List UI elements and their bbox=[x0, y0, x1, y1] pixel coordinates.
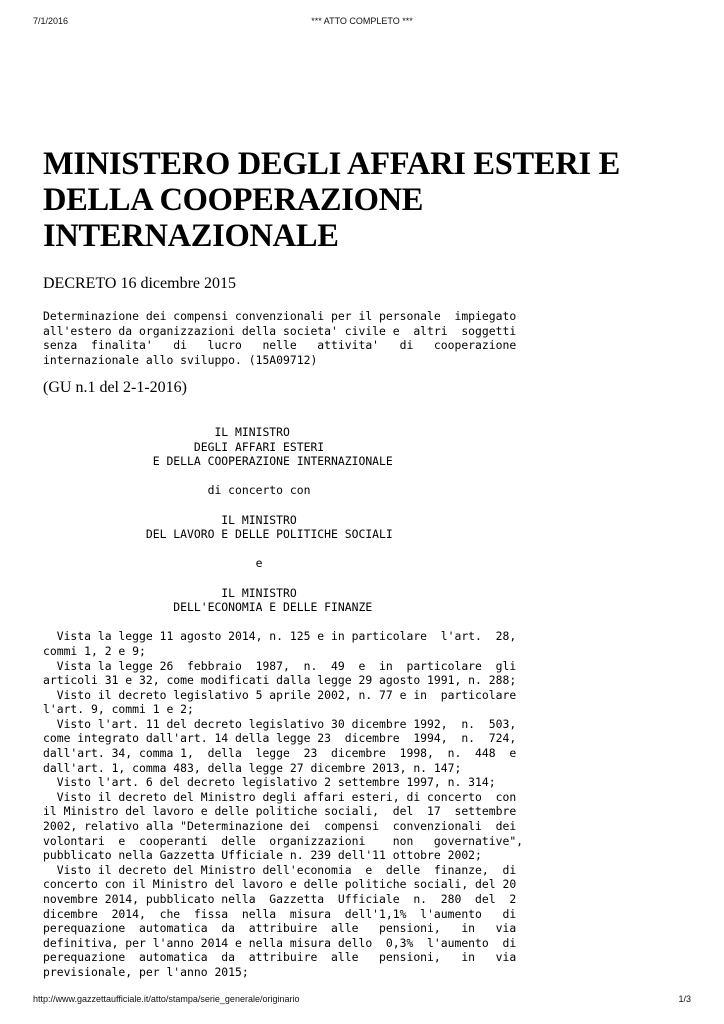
print-header-title: *** ATTO COMPLETO *** bbox=[311, 16, 413, 26]
ministry-title-line: DELLA COOPERAZIONE bbox=[43, 182, 424, 218]
ministry-title-line: INTERNAZIONALE bbox=[43, 218, 339, 254]
decree-body-text: IL MINISTRO DEGLI AFFARI ESTERI E DELLA COOPERAZIONE INTERNAZIONALE di concerto con IL MINISTRO DEL LAVORO E DELLE POLITICHE SOCIALI e IL MINISTRO DELL'ECONOMIA E DELLE FINANZE Vista la legge 11 agosto 2014, n. 125 e in particolare l'art. 28, commi 1, 2 e 9; Vista la legge 26 febbraio 1987, n. 49 e in particolare gli articoli 31 e 32, come modificati dalla legge 29 agosto 1991, n. 288; Visto il decreto legislativo 5 aprile 2002, n. 77 e in particolare l'art. 9, commi 1 e 2; Visto l'art. 11 del decreto legislativo 30 dicembre 1992, n. 503, come integrato dall'art. 14 della legge 23 dicembre 1994, n. 724, dall'art. 34, comma 1, della legge 23 dicembre 1998, n. 448 e dall'art. 1, comma 483, della legge 27 dicembre 2013, n. 147; Visto l'art. 6 del decreto legislativo 2 settembre 1997, n. 314; Visto il decreto del Ministro degli affari esteri, di concerto con il Ministro del lavoro e delle politiche sociali, del 17 settembre 2002, relativo alla "Determinazione dei compensi convenzionali dei volontari e cooperanti delle organizzazioni non governative", pubblicato nella Gazzetta Ufficiale n. 239 dell'11 ottobre 2002; Visto il decreto del Ministro dell'economia e delle finanze, di concerto con il Ministro del lavoro e delle politiche sociali, del 20 novembre 2014, pubblicato nella Gazzetta Ufficiale n. 280 del 2 dicembre 2014, che fissa nella misura dell'1,1% l'aumento di perequazione automatica da attribuire alle pensioni, in via definitiva, per l'anno 2014 e nella misura dello 0,3% l'aumento di perequazione automatica da attribuire alle pensioni, in via previsionale, per l'anno 2015; bbox=[43, 425, 524, 979]
decree-date: DECRETO 16 dicembre 2015 bbox=[43, 275, 237, 292]
ministry-title-line: MINISTERO DEGLI AFFARI ESTERI E bbox=[43, 146, 621, 182]
gazette-reference: (GU n.1 del 2-1-2016) bbox=[43, 379, 187, 396]
page-number: 1/3 bbox=[678, 994, 691, 1004]
source-url: http://www.gazzettaufficiale.it/atto/stampa/serie_generale/originario bbox=[33, 994, 300, 1004]
ministry-title bbox=[43, 146, 683, 254]
decree-summary: Determinazione dei compensi convenzionali per il personale impiegato all'estero da organizzazioni della societa' civile e altri soggetti senza finalita' di lucro nelle attivita' di cooperazione internazionale allo sviluppo. (15A09712) bbox=[43, 309, 517, 367]
print-date: 7/1/2016 bbox=[33, 16, 69, 26]
